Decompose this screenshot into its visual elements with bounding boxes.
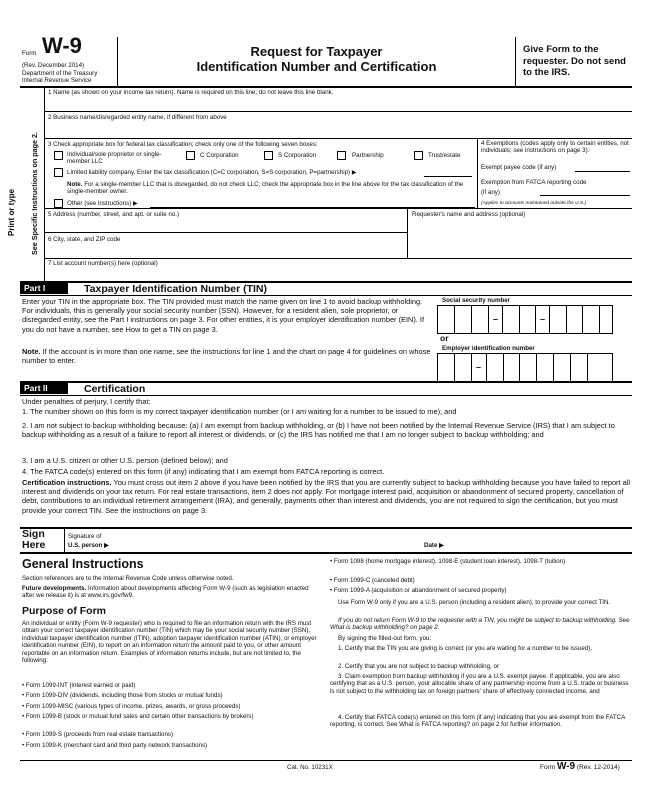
header-divider-right [515,37,516,87]
trust-estate-label: Trust/estate [428,152,461,159]
bullet-left-6: • Form 1099-K (merchant card and third party network transactions) [22,742,208,749]
part-1-note-text: If the account is in more than one name, see the instructions for line 1 and the chart on page 4 for guidelines on whose number to enter. [22,347,431,366]
line-1-label: 1 Name (as shown on your income tax return). Name is required on this line; do not leave this line blank. [48,89,334,96]
see-instructions-label: See Specific Instructions on page 2. [30,131,39,255]
part-2-rule [20,395,632,396]
form-header [0,0,647,86]
ssn-label: Social security number [442,297,511,304]
cert-item-1: 1. The number shown on this form is my correct taxpayer identification number (or I am waiting for a number to be issued to me); and [22,407,457,416]
line-4-divider [477,138,478,208]
ssn-digit-4 [502,306,520,333]
line-5-field[interactable] [48,219,404,231]
ein-digit-5 [520,354,537,381]
here-label: Here [22,539,46,551]
line-2-rule [44,138,632,139]
right-item-3: 3. Claim exemption from backup withholding if you are a U.S. exempt payee. If applicable, you are also certifying that as a U.S. person, your allocable share of any partnership income from a U.S. trade or business is not subject to the withholding tax on foreign partners' share of effectively connected income, and [330,673,629,695]
part-2-label: Part II [20,383,68,394]
irs-label: Internal Revenue Service [22,77,92,84]
signature-of-label: Signature of [68,533,102,540]
individual-checkbox[interactable] [54,151,63,160]
part-1-rule [20,295,632,296]
line-5-label: 5 Address (number, street, and apt. or suite no.) [48,211,180,218]
requester-label: Requester's name and address (optional) [412,211,526,218]
form-title-line2: Identification Number and Certification [196,59,437,74]
ein-digit-4 [503,354,520,381]
future-text: Information about developments affecting Form W-9 (such as legislation enacted after we release it) is at www.irs.gov/fw9. [22,585,309,600]
purpose-title: Purpose of Form [22,605,107,617]
header-rule [20,86,632,88]
exempt-payee-label: Exempt payee code (if any) [481,164,557,171]
right-p3: By signing the filled-out form, you: [338,635,432,642]
ssn-digit-6 [549,306,567,333]
ein-digit-2 [455,354,472,381]
form-revision: (Rev. December 2014) [22,62,85,69]
bullet-right-1: • Form 1098 (home mortgage interest), 1098-E (student loan interest), 1098-T (tuition) [330,558,566,565]
s-corporation-label: S Corporation [278,152,317,159]
line-5-6-divider [407,208,408,258]
line-5-rule [44,232,407,233]
requester-field[interactable] [410,219,630,257]
bullet-left-5: • Form 1099-S (proceeds from real estate transactions) [22,731,174,738]
footer-form-number: W-9 [556,761,576,772]
line-3-rule [44,208,632,209]
part-2-intro: Under penalties of perjury, I certify that: [22,397,151,406]
side-border [44,86,45,281]
line-1-rule [44,111,632,112]
partnership-checkbox[interactable] [337,151,346,160]
ein-digit-6 [537,354,554,381]
ssn-digit-2 [455,306,472,333]
part-2-bottom-rule [20,527,632,529]
bullet-left-3: • Form 1099-MISC (various types of income, prizes, awards, or gross proceeds) [22,703,241,710]
line-3-label [48,141,478,148]
individual-label: Individual/sole proprietor or single-member LLC [67,151,162,166]
line-2-field[interactable] [48,122,632,137]
other-checkbox[interactable] [54,199,63,208]
part-1-text [22,297,432,334]
ein-field[interactable] [437,353,613,382]
form-number: W-9 [42,33,82,58]
bullet-left-1: • Form 1099-INT (interest earned or paid) [22,682,136,689]
bullet-right-2: • Form 1099-C (canceled debt) [330,577,415,584]
date-label: Date ▶ [424,542,444,549]
part-1-note [22,347,432,365]
llc-note [67,181,475,196]
line-3-text: 3 Check appropriate box for federal tax classification; check only one of the following seven boxes: [48,141,318,148]
ein-digit-1 [438,354,455,381]
ein-digit-7 [554,354,571,381]
fatca-note: (Applies to accounts maintained outside the U.S.) [481,201,587,206]
other-label: Other (see instructions) ▶ [67,200,138,207]
bullet-right-3: • Form 1099-A (acquisition or abandonment of secured property) [330,587,507,594]
part-2-title: Certification [84,383,146,395]
part-1-label: Part I [20,283,68,294]
cert-item-4: 4. The FATCA code(s) entered on this form (if any) indicating that I am exempt from FATCA reporting is correct. [22,467,385,476]
or-label: or [440,333,449,343]
right-p2: If you do not return Form W-9 to the requester with a TIN, you might be subject to backup withholding. See What is backup withholding? on page 2. [330,617,630,632]
department: Department of the Treasury [22,70,98,77]
right-item-4: 4. Certify that FATCA code(s) entered on this form (if any) indicating that you are exempt from the FATCA reporting, is correct. See What is FATCA reporting? on page 2 for further information. [330,714,625,729]
bullet-left-4: • Form 1099-B (stock or mutual fund sales and certain other transactions by brokers) [22,713,254,720]
ssn-digit-7 [566,306,583,333]
ssn-digit-8 [583,306,600,333]
us-person-label: U.S. person ▶ [68,542,109,549]
cert-instructions-text: You must cross out item 2 above if you have been notified by the IRS that you are currently subject to backup withholding because you have failed to report all interest and dividends on your tax return. For real estate transactions, item 2 does not apply. For mortgage interest paid, acquisition or abandonment of secured property, cancellation of debt, contributions to an individual retirement arrangement (IRA), and generally, payments other than interest and dividends, you are not required to sign the certification, but you must provide your correct TIN. See the instructions on page 3. [22,478,631,515]
ssn-digit-5 [519,306,536,333]
line-6-rule [44,258,632,259]
partnership-label: Partnership [352,152,384,159]
ein-digit-3 [486,354,504,381]
ssn-digit-3 [472,306,489,333]
ssn-field[interactable] [437,305,613,334]
llc-checkbox[interactable] [54,168,63,177]
form-label: Form [22,50,37,57]
llc-note-text: For a single-member LLC that is disregarded, do not check LLC; check the appropriate box in the line above for the tax classification of the single-member owner. [67,181,464,196]
line-7-field[interactable] [48,268,632,280]
ein-label: Employer identification number [442,345,535,352]
part-1-note-label: Note. [22,347,41,356]
trust-estate-checkbox[interactable] [414,151,423,160]
line-1-field[interactable] [48,97,632,110]
future-developments [22,585,318,600]
general-instructions-title: General Instructions [22,557,144,571]
c-corporation-checkbox[interactable] [186,151,195,160]
line-7-label: 7 List account number(s) here (optional) [48,260,158,267]
llc-label: Limited liability company. Enter the tax classification (C=C corporation, S=S corporation, P=partnership) ▶ [67,169,357,176]
sign-divider [64,528,65,552]
cert-instructions-label: Certification instructions. [22,478,112,487]
cert-instructions [22,478,632,515]
ssn-dash-1: – [493,314,499,324]
right-p1: Use Form W-9 only if you are a U.S. person (including a resident alien), to provide your correct TIN. [338,599,611,606]
part-1-title: Taxpayer Identification Number (TIN) [84,283,267,295]
ein-dash: – [476,362,482,372]
line-2-label: 2 Business name/disregarded entity name, if different from above [48,114,227,121]
line-6-label: 6 City, state, and ZIP code [48,236,121,243]
signature-field[interactable] [125,530,420,550]
purpose-text: An individual or entity (Form W-9 requester) who is required to file an information return with the IRS must obtain your correct taxpayer identification number (TIN) which may be your social security number (SSN), individual taxpayer identification number (ITIN), adoption taxpayer identification number (ATIN), or employer identification number (EIN), to report on an information return the amount paid to you, or other amount reportable on an information return. Examples of information returns include, but are not limited to, the following: [22,620,317,665]
ssn-dash-2: – [540,314,546,324]
sign-label: Sign [22,528,45,540]
exempt-payee-field[interactable] [575,171,630,172]
ein-digit-8 [571,354,588,381]
sign-bottom-rule [20,552,632,554]
cert-item-2: 2. I am not subject to backup withholding because: (a) I am exempt from backup withholding, or (b) I have not been notified by the Internal Revenue Service (IRS) that I am subject to backup withholding as a result of a failure to report all interest or dividends, or (c) the IRS has notified me that I am no longer subject to backup withholding; and [22,421,615,440]
line-6-field[interactable] [48,244,404,256]
llc-note-label: Note. [67,181,83,188]
line-4-label: 4 Exemptions (codes apply only to certain entities, not individuals; see instructions on page 3): [481,140,629,155]
part-1-instructions: Enter your TIN in the appropriate box. The TIN provided must match the name given on line 1 to avoid backup withholding. For individuals, this is generally your social security number (SSN). However, for a resident alien, sole proprietor, or disregarded entity, see the Part I instructions on page 3. For other entities, it is your employer identification number (EIN). If you do not have a number, see How to get a TIN on page 3. [22,297,425,334]
catalog-number: Cat. No. 10231X [287,764,333,771]
c-corporation-label: C Corporation [200,152,239,159]
footer-revision: (Rev. 12-2014) [576,764,620,771]
ssn-digit-1 [438,306,455,333]
footer-form-label: Form [540,764,556,771]
print-or-type-label: Print or type [7,188,16,236]
general-p1: Section references are to the Internal Revenue Code unless otherwise noted. [22,575,234,582]
give-form-note: Give Form to the requester. Do not send to the IRS. [523,44,626,78]
form-title-line1: Request for Taxpayer [250,44,383,59]
bullet-left-2: • Form 1099-DIV (dividends, including those from stocks or mutual funds) [22,692,223,699]
right-item-1: 1. Certify that the TIN you are giving is correct (or you are waiting for a number to be issued), [338,645,593,652]
cert-item-3: 3. I am a U.S. citizen or other U.S. person (defined below); and [22,456,228,465]
footer-form-id [540,761,620,773]
date-field[interactable] [455,530,630,550]
llc-classification-field[interactable] [424,176,472,177]
s-corporation-checkbox[interactable] [264,151,273,160]
fatca-label: Exemption from FATCA reporting code (if any) [481,179,587,196]
future-label: Future developments. [22,585,87,592]
right-item-2: 2. Certify that you are not subject to backup withholding, or [338,663,499,670]
fatca-field[interactable] [540,195,630,196]
